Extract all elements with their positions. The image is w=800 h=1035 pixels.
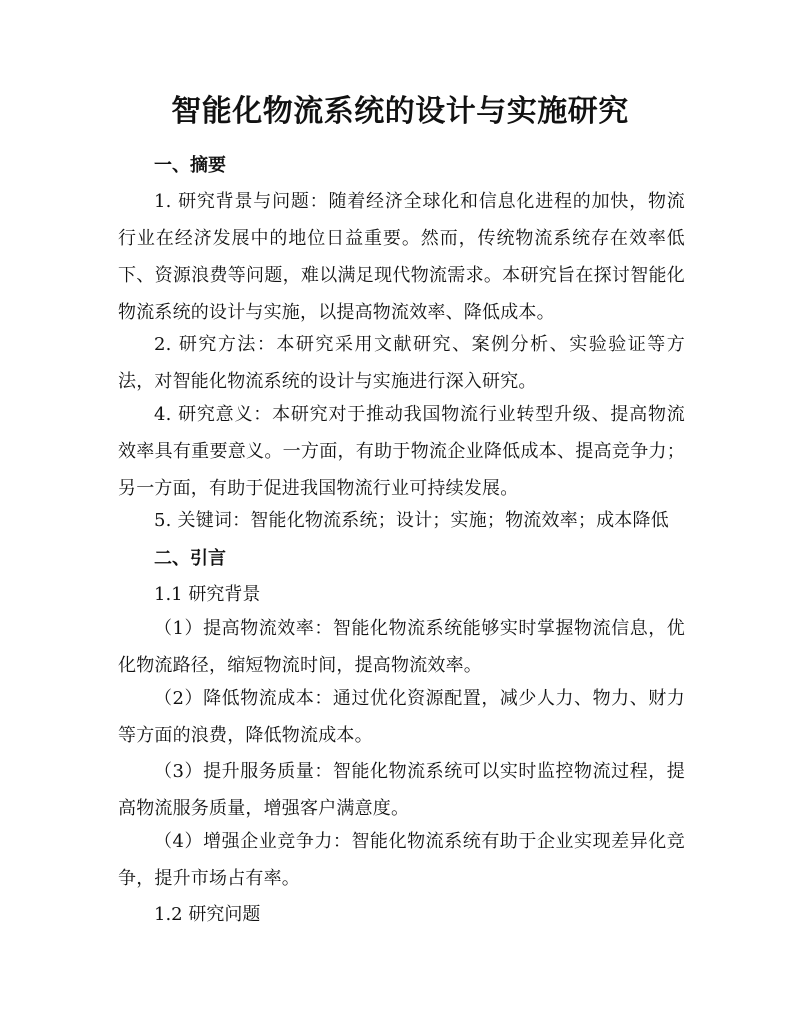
section-heading-introduction: 二、引言 (154, 548, 226, 569)
document-title: 智能化物流系统的设计与实施研究 (171, 94, 629, 129)
paragraph-keywords: 5. 关键词：智能化物流系统；设计；实施；物流效率；成本降低 (154, 510, 669, 531)
list-item-service-quality: （3）提升服务质量：智能化物流系统可以实时监控物流过程，提高物流服务质量，增强客户满意度。 (118, 761, 685, 819)
section-heading-abstract: 一、摘要 (154, 155, 226, 176)
list-item-competitiveness: （4）增强企业竞争力：智能化物流系统有助于企业实现差异化竞争，提升市场占有率。 (118, 831, 685, 889)
list-item-cost: （2）降低物流成本：通过优化资源配置，减少人力、物力、财力等方面的浪费，降低物流成本。 (118, 688, 685, 746)
paragraph-research-methods: 2. 研究方法：本研究采用文献研究、案例分析、实验验证等方法，对智能化物流系统的设计与实施进行深入研究。 (118, 334, 685, 392)
subheading-research-background: 1.1 研究背景 (154, 584, 261, 605)
paragraph-research-background: 1. 研究背景与问题：随着经济全球化和信息化进程的加快，物流行业在经济发展中的地位日益重要。然而，传统物流系统存在效率低下、资源浪费等问题，难以满足现代物流需求。本研究旨在探讨智能化物流系统的设计与实施，以提高物流效率、降低成本。 (118, 191, 685, 323)
subheading-research-questions: 1.2 研究问题 (154, 904, 261, 925)
list-item-efficiency: （1）提高物流效率：智能化物流系统能够实时掌握物流信息，优化物流路径，缩短物流时间，提高物流效率。 (118, 618, 685, 676)
paragraph-research-significance: 4. 研究意义：本研究对于推动我国物流行业转型升级、提高物流效率具有重要意义。一方面，有助于物流企业降低成本、提高竞争力；另一方面，有助于促进我国物流行业可持续发展。 (118, 404, 685, 499)
